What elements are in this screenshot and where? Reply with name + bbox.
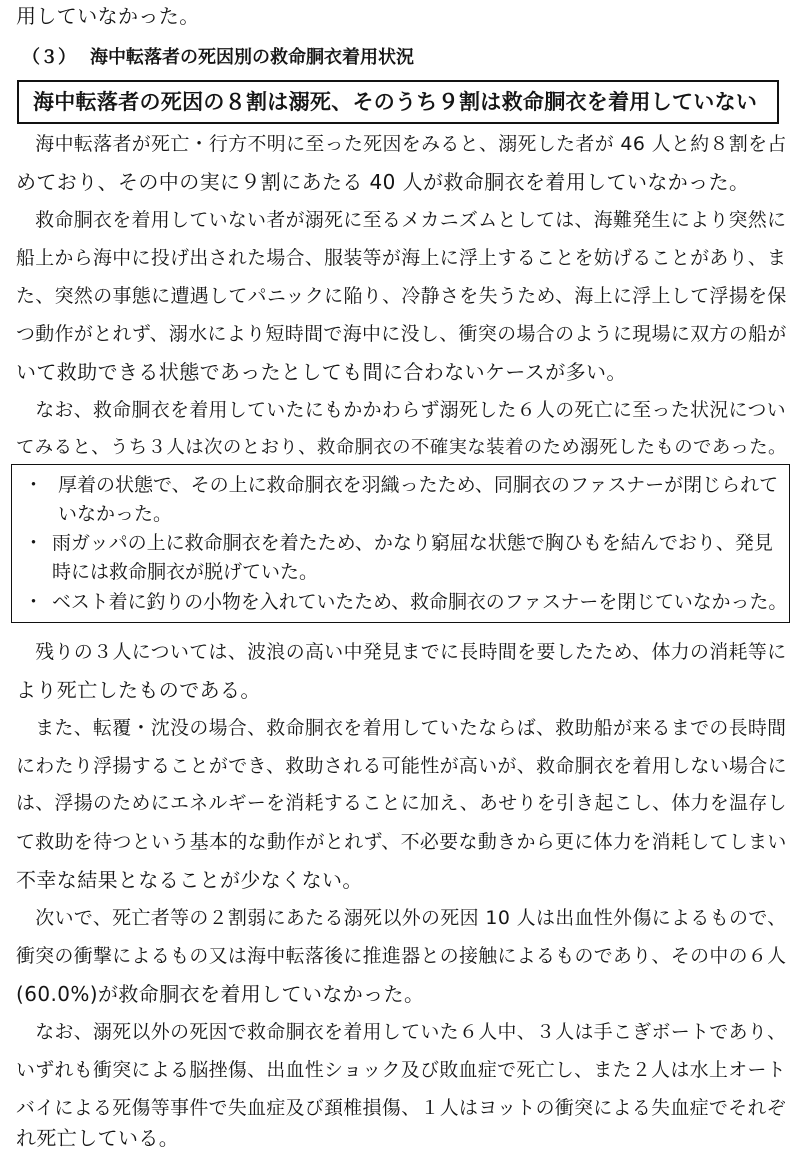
bullet-marker: ・ [24,474,44,496]
intro-line: 用していなかった。 [16,4,200,28]
paragraph-line: 次いで、死亡者等の２割弱にあたる溺死以外の死因 10 人は出血性外傷によるもので、 [16,907,787,929]
paragraph-line: 海中転落者が死亡・行方不明に至った死因をみると、溺死した者が 46 人と約８割を占 [16,133,787,155]
boxed-title: 海中転落者の死因の８割は溺死、そのうち９割は救命胴衣を着用していない [17,80,779,124]
paragraph-line: いずれも衝突による脳挫傷、出血性ショック及び敗血症で死亡し、また２人は水上オート [16,1059,786,1081]
section-number: （３） [22,47,76,68]
bullet-line: ベスト着に釣りの小物を入れていたため、救命胴衣のファスナーを閉じていなかった。 [52,591,788,613]
paragraph-line: れ死亡している。 [16,1126,180,1150]
bullet-marker: ・ [24,591,44,613]
bullet-line: 厚着の状態で、その上に救命胴衣を羽織ったため、同胴衣のファスナーが閉じられて [58,474,779,496]
paragraph-line: つ動作がとれず、溺水により短時間で海中に没し、衝突の場合のように現場に双方の船が [16,323,787,345]
paragraph-line: なお、救命胴衣を着用していたにもかかわらず溺死した６人の死亡に至った状況につい [16,399,786,421]
bullet-line: 雨ガッパの上に救命胴衣を着たため、かなり窮屈な状態で胸ひもを結んでおり、発見 [52,532,773,554]
paragraph-line: (60.0%)が救命胴衣を着用していなかった。 [16,982,425,1006]
paragraph-line: てみると、うち３人は次のとおり、救命胴衣の不確実な装着のため溺死したものであった。 [16,437,787,458]
paragraph-line: は、浮揚のためにエネルギーを消耗することに加え、あせりを引き起こし、体力を温存し [16,793,787,814]
paragraph-line: 救命胴衣を着用していない者が溺死に至るメカニズムとしては、海難発生により突然に [16,209,787,231]
section-heading [22,46,414,70]
paragraph-line: なお、溺死以外の死因で救命胴衣を着用していた６人中、３人は手こぎボートであり、 [16,1021,787,1043]
paragraph-line: より死亡したものである。 [16,678,261,702]
bullet-line: 時には救命胴衣が脱げていた。 [52,561,319,583]
bullet-line: いなかった。 [58,503,173,525]
paragraph-line: て救助を待つという基本的な動作がとれず、不必要な動きから更に体力を消耗してしまい [16,831,787,853]
paragraph-line: た、突然の事態に遭遇してパニックに陥り、冷静さを失うため、海上に浮上して浮揚を保 [16,285,787,307]
paragraph-line: 不幸な結果となることが少なくない。 [16,868,363,892]
paragraph-line: 船上から海中に投げ出された場合、服装等が海上に浮上することを妨げることがあり、ま [16,247,787,269]
paragraph-line: 残りの３人については、波浪の高い中発見までに長時間を要したため、体力の消耗等に [16,641,787,663]
paragraph-line: にわたり浮揚することができ、救助される可能性が高いが、救命胴衣を着用しない場合に [16,755,787,777]
section-title: 海中転落者の死因別の救命胴衣着用状況 [90,47,414,68]
paragraph-line: いて救助できる状態であったとしても間に合わないケースが多い。 [16,360,627,384]
paragraph-line: めており、その中の実に９割にあたる 40 人が救命胴衣を着用していなかった。 [16,170,750,194]
bullet-box [11,464,790,623]
paragraph-line: バイによる死傷等事件で失血症及び頚椎損傷、１人はヨットの衝突による失血症でそれぞ [16,1097,786,1119]
paragraph-line: 衝突の衝撃によるもの又は海中転落後に推進器との接触によるものであり、その中の６人 [16,945,787,967]
bullet-marker: ・ [24,532,44,554]
paragraph-line: また、転覆・沈没の場合、救命胴衣を着用していたならば、救助船が来るまでの長時間 [16,717,787,739]
